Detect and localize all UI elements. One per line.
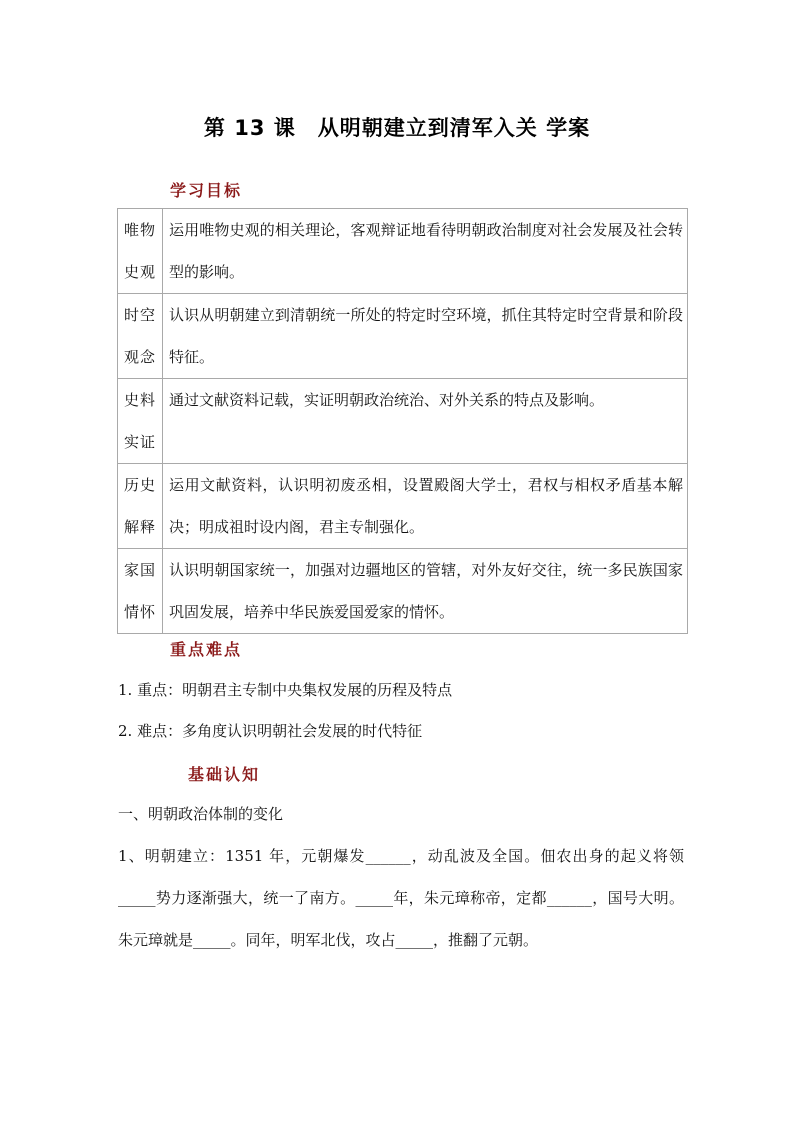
key-point-1: 1. 重点：明朝君主专制中央集权发展的历程及特点: [118, 681, 453, 699]
label-line-2: 情怀: [123, 603, 156, 621]
label-line-1: 历史: [123, 476, 156, 494]
table-row: [118, 464, 688, 549]
label-line-1: 家国: [123, 561, 156, 579]
objectives-table: [117, 208, 688, 634]
objective-label: [118, 379, 163, 464]
goals-heading: 学习目标: [170, 181, 243, 200]
objective-label: [118, 209, 163, 294]
objective-content: 运用唯物史观的相关理论，客观辩证地看待明朝政治制度对社会发展及社会转型的影响。: [163, 209, 688, 294]
table-row: [118, 209, 688, 294]
objective-content: 通过文献资料记载，实证明朝政治统治、对外关系的特点及影响。: [163, 379, 688, 464]
basic-paragraph-1: 1、明朝建立：1351 年，元朝爆发______，动乱波及全国。佃农出身的起义将领_____势力逐渐强大，统一了南方。_____年，朱元璋称帝，定都______，国号大明。朱元璋就是_____。同年，明军北伐，攻占_____，推翻了元朝。: [118, 847, 684, 949]
label-line-2: 解释: [123, 518, 156, 536]
table-row: [118, 549, 688, 634]
objective-content: 认识明朝国家统一，加强对边疆地区的管辖，对外友好交往，统一多民族国家巩固发展，培养中华民族爱国爱家的情怀。: [163, 549, 688, 634]
table-row: [118, 379, 688, 464]
objective-content: 运用文献资料，认识明初废丞相，设置殿阁大学士，君权与相权矛盾基本解决；明成祖时设内阁，君主专制强化。: [163, 464, 688, 549]
label-line-2: 观念: [123, 348, 156, 366]
objective-content: 认识从明朝建立到清朝统一所处的特定时空环境，抓住其特定时空背景和阶段特征。: [163, 294, 688, 379]
objective-label: [118, 549, 163, 634]
table-row: [118, 294, 688, 379]
label-line-2: 实证: [123, 433, 156, 451]
basic-subheading: 一、明朝政治体制的变化: [118, 805, 284, 823]
key-point-2: 2. 难点：多角度认识明朝社会发展的时代特征: [118, 722, 423, 740]
label-line-2: 史观: [123, 263, 156, 281]
label-line-1: 史料: [123, 391, 156, 409]
objective-label: [118, 294, 163, 379]
document-title: 第 13 课 从明朝建立到清军入关 学案: [203, 116, 591, 140]
basic-heading: 基础认知: [188, 765, 261, 784]
label-line-1: 唯物: [123, 221, 156, 239]
objective-label: [118, 464, 163, 549]
label-line-1: 时空: [123, 306, 156, 324]
key-points-heading: 重点难点: [170, 640, 243, 659]
